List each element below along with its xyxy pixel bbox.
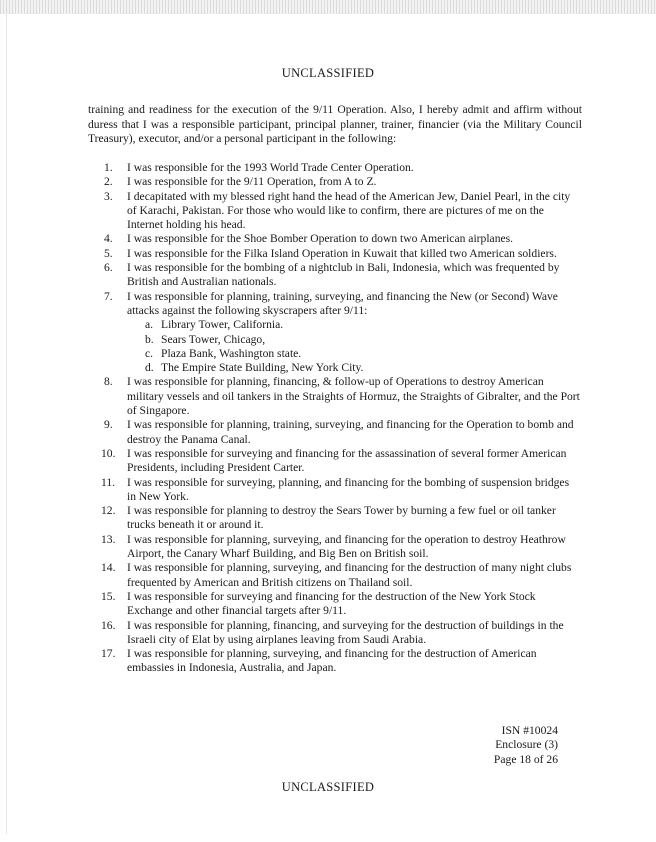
sub-item-letter: b. <box>145 332 154 346</box>
item-text: I was responsible for planning, training, surveying, and financing for the Operation to bomb and destroy the Panama Canal. <box>127 418 574 446</box>
sub-list-item <box>145 361 580 375</box>
item-number: 14. <box>101 561 116 575</box>
enclosure-label: Enclosure (3) <box>495 738 558 752</box>
document-reference <box>494 724 558 767</box>
list-item <box>104 261 580 290</box>
item-text: I was responsible for surveying and financing for the destruction of the New York Stock Exchange and other financial targets after 9/11. <box>127 589 536 618</box>
sub-item-text: Plaza Bank, Washington state. <box>161 346 302 360</box>
sub-list-item <box>145 347 580 361</box>
list-item <box>104 232 580 246</box>
sub-item-letter: d. <box>145 361 154 375</box>
scan-border <box>0 0 656 14</box>
item-text: I was responsible for surveying and financing for the assassination of several former American Presidents, including President Carter. <box>127 446 567 475</box>
list-item <box>101 446 580 476</box>
classification-header: UNCLASSIFIED <box>281 66 375 80</box>
item-number: 10. <box>101 446 116 460</box>
list-item <box>104 290 580 376</box>
sub-item-text: Sears Tower, Chicago, <box>161 332 266 346</box>
item-text: I was responsible for planning, surveying, and financing for the operation to destroy Heathrow Airport, the Canary Wharf Building, and Big Ben on British soil. <box>127 532 566 561</box>
item-number: 15. <box>101 589 116 603</box>
item-number: 1. <box>104 161 113 174</box>
item-text: I was responsible for surveying, planning, and financing for the bombing of suspension bridges in New York. <box>127 475 570 503</box>
list-item <box>104 190 580 233</box>
item-number: 3. <box>104 189 113 203</box>
list-item <box>104 418 580 447</box>
isn-number: ISN #10024 <box>501 724 558 737</box>
sub-list-item <box>145 318 580 332</box>
list-item <box>104 161 580 175</box>
item-text: I decapitated with my blessed right hand the head of the American Jew, Daniel Pearl, in the city of Karachi, Pakistan. For those who would like to confirm, there are pictures of me on the Internet holding his head. <box>127 189 571 232</box>
list-item <box>101 647 580 676</box>
item-number: 17. <box>101 647 116 661</box>
list-item <box>101 475 580 505</box>
sub-list-item <box>145 333 580 347</box>
list-item <box>101 589 580 619</box>
list-item <box>104 247 580 261</box>
item-number: 11. <box>101 475 116 489</box>
item-text: I was responsible for the 9/11 Operation, from A to Z. <box>127 175 377 189</box>
item-text: I was responsible for the Filka Island Operation in Kuwait that killed two American soldiers. <box>127 246 557 260</box>
item-text: I was responsible for planning, financing, and surveying for the destruction of buildings in the Israeli city of Elat by using airplanes leaving from Saudi Arabia. <box>127 618 564 646</box>
item-number: 6. <box>104 261 113 275</box>
list-item <box>101 504 580 533</box>
item-number: 2. <box>104 175 113 189</box>
sub-list <box>127 318 580 375</box>
list-item <box>101 561 580 590</box>
list-item <box>101 618 580 648</box>
item-number: 5. <box>104 246 113 260</box>
sub-item-letter: c. <box>145 346 154 360</box>
item-number: 12. <box>101 504 116 518</box>
item-number: 7. <box>104 289 113 303</box>
page-number: Page 18 of 26 <box>493 752 558 766</box>
item-text: I was responsible for planning, financing, & follow-up of Operations to destroy American military vessels and oil tankers in the Straights of Hormuz, the Straights of Gibralter, and the Port of Singapore. <box>127 375 580 418</box>
item-text: I was responsible for the 1993 World Trade Center Operation. <box>127 161 414 174</box>
item-text: I was responsible for planning, surveying, and financing for the destruction of American embassies in Indonesia, Australia, and Japan. <box>127 647 537 675</box>
classification-footer: UNCLASSIFIED <box>281 780 375 794</box>
item-text: I was responsible for planning, training, surveying, and financing the New (or Second) Wave attacks against the following skyscrapers after 9/11: <box>127 289 558 317</box>
sub-item-text: The Empire State Building, New York City. <box>161 361 364 375</box>
item-number: 4. <box>104 232 113 246</box>
intro-paragraph: training and readiness for the execution of the 9/11 Operation. Also, I hereby admit and affirm without duress that I was a responsible participant, principal planner, trainer, financier (via the Military Council Treasury), executor, and/or a personal participant in the following: <box>88 103 582 146</box>
item-text: I was responsible for planning to destroy the Sears Tower by burning a few fuel or oil tanker trucks beneath it or around it. <box>127 504 556 532</box>
list-item <box>104 375 580 418</box>
item-number: 9. <box>104 418 113 432</box>
item-number: 13. <box>101 532 116 546</box>
item-number: 16. <box>101 618 116 632</box>
sub-item-text: Library Tower, California. <box>161 318 284 332</box>
item-text: I was responsible for the bombing of a nightclub in Bali, Indonesia, which was frequented by British and Australian nationals. <box>127 261 560 289</box>
responsibility-list <box>101 161 580 676</box>
item-text: I was responsible for the Shoe Bomber Operation to down two American airplanes. <box>127 232 514 246</box>
sub-item-letter: a. <box>145 318 154 332</box>
item-number: 8. <box>104 375 113 389</box>
list-item <box>101 532 580 562</box>
item-text: I was responsible for planning, surveying, and financing for the destruction of many night clubs frequented by American and British citizens on Thailand soil. <box>127 561 572 589</box>
list-item <box>104 175 580 189</box>
